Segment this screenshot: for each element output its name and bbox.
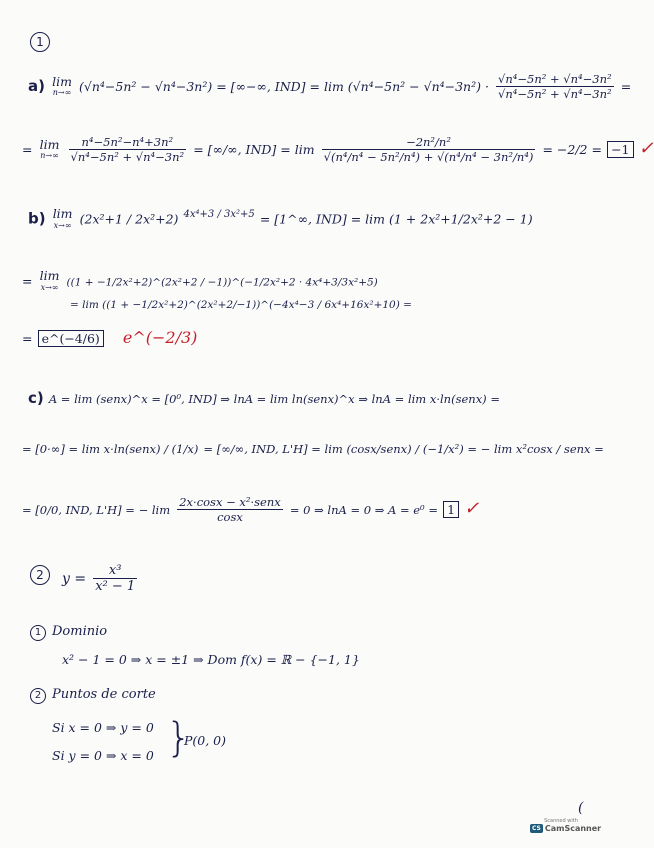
watermark-logo [530,824,602,833]
limit-operator: lim n→∞ [39,136,60,161]
part-b-result-line: = e^(−4/6) e^(−2/3) [22,328,198,347]
part-b-indeterminate: = [1^∞, IND] = lim (1 + 2x²+1/2x²+2 − 1) [259,211,533,227]
check-mark-icon: ✓ [638,138,654,159]
problem-2-number: 2 [30,565,50,585]
subsection-1-title: Dominio [52,624,108,639]
part-a-label: a) [28,77,45,95]
part-b-line-2-continued [70,293,412,312]
limit-operator: lim n→∞ [52,73,72,98]
part-a-result: −1 [607,141,633,158]
part-a-line-1: a) lim n→∞ (√n⁴−5n² − √n⁴−3n²) = [∞−∞, IND] = lim (√n⁴−5n² − √n⁴−3n²) · $\frac{\text{√n⁴−5n² + √n⁴−3n²}}{\text{√n⁴−5n² + √n⁴−3n²}}$ = [28,72,632,101]
check-mark-icon: ✓ [464,498,480,519]
part-a-conjugate-fraction [496,72,614,101]
watermark-caption: Scanned with [544,818,578,824]
problem-1-number: 1 [30,32,50,52]
part-c-line-3 [22,495,479,524]
part-b-exponent: 4x⁴+3 / 3x²+5 [183,208,255,220]
part-b-line-2b: = lim ((1 + −1/2x²+2)^(2x²+2/−1))^(−4x⁴−3 / 6x⁴+16x²+10) = [70,299,412,311]
part-a-tail: = −2/2 = [542,142,602,157]
part-c-fraction [177,495,283,524]
function-lhs: y = [62,571,87,587]
part-a-divided-fraction [322,135,536,164]
margin-mark: ( [578,800,584,816]
part-a-line-1-text: (√n⁴−5n² − √n⁴−3n²) = [∞−∞, IND] = lim (√n⁴−5n² − √n⁴−3n²) · [79,79,489,94]
fraction-denominator: √n⁴−5n² + √n⁴−3n² [498,87,612,101]
fraction-numerator: −2n²/n² [322,135,536,150]
subsection-1-number: 1 [30,625,46,641]
intercept-point: P(0, 0) [184,733,227,748]
part-b-base: (2x²+1 / 2x²+2) [79,211,179,227]
problem-2-function [62,563,139,594]
part-c-line-1 [28,388,500,407]
fraction-denominator: cosx [217,510,243,524]
part-c-label: c) [28,389,44,407]
camscanner-logo-icon: CS [532,825,541,832]
part-c-line-2 [22,438,604,457]
part-b-result: e^(−4/6) [38,330,104,347]
part-c-result: 1 [443,501,459,518]
intercept-y-zero: Si y = 0 ⇒ x = 0 [52,748,154,763]
part-b-label: b) [28,209,46,228]
subsection-2-title: Puntos de corte [52,687,156,702]
fraction-numerator: x³ [93,563,137,579]
part-c-line-3a: = [0/0, IND, L'H] = − lim [22,503,171,517]
part-c-line-2b: = [∞/∞, IND, L'H] = lim (cosx/senx) / (−1/x²) = − lim x²cosx / senx = [203,442,604,456]
subsection-2-number: 2 [30,688,46,704]
fraction-denominator: √n⁴−5n² + √n⁴−3n² [70,150,185,164]
part-b-line-1 [28,208,533,230]
fraction-numerator: n⁴−5n²−n⁴+3n² [69,135,187,150]
brace-icon: } [166,715,192,761]
fraction-numerator: √n⁴−5n² + √n⁴−3n² [498,72,612,86]
part-a-simplified-fraction [69,135,187,164]
intercept-x-zero: Si x = 0 ⇒ y = 0 [52,720,154,735]
part-b-line-2a: ((1 + −1/2x²+2)^(2x²+2 / −1))^(−1/2x²+2 · 4x⁴+3/3x²+5) [66,276,378,289]
limit-operator: lim x→∞ [39,268,60,292]
part-c-line-1-text: A = lim (senx)^x = [0⁰, IND] ⇒ lnA = lim ln(senx)^x ⇒ lnA = lim x·ln(senx) = [48,392,500,406]
fraction-numerator: 2x·cosx − x²·senx [179,495,281,509]
camscanner-watermark [530,818,602,840]
fraction-denominator: x² − 1 [95,579,136,594]
fraction-denominator: √(n⁴/n⁴ − 5n²/n⁴) + √(n⁴/n⁴ − 3n²/n⁴) [323,150,534,164]
part-a-line-2: = lim n→∞ $\frac{\text{n⁴−5n²−n⁴+3n²}}{\text{√n⁴−5n² + √n⁴−3n²}}$ = [∞/∞, IND] = lim $\frac{\text{−2n²/n²}}{\text{√(n⁴/n⁴ − 5n²/n⁴) + √(n⁴/n⁴ − 3n²/n⁴)}}$ = −2/2 = −1 ✓ [22,135,654,164]
function-fraction [93,563,137,594]
part-c-line-2a: = [0·∞] = lim x·ln(senx) / (1/x) [22,442,199,456]
part-a-indeterminate: = [∞/∞, IND] = lim [193,142,315,157]
part-c-line-3b: = 0 ⇒ lnA = 0 ⇒ A = e⁰ = [289,503,438,517]
watermark-brand: CamScanner [544,824,602,833]
limit-operator: lim x→∞ [52,206,73,230]
part-b-correction: e^(−2/3) [122,328,198,347]
domain-line: x² − 1 = 0 ⇒ x = ±1 ⇒ Dom f(x) = ℝ − {−1, 1} [62,652,360,667]
part-b-line-2: = lim x→∞ ((1 + −1/2x²+2)^(2x²+2 / −1))^(−1/2x²+2 · 4x⁴+3/3x²+5) [22,268,378,292]
